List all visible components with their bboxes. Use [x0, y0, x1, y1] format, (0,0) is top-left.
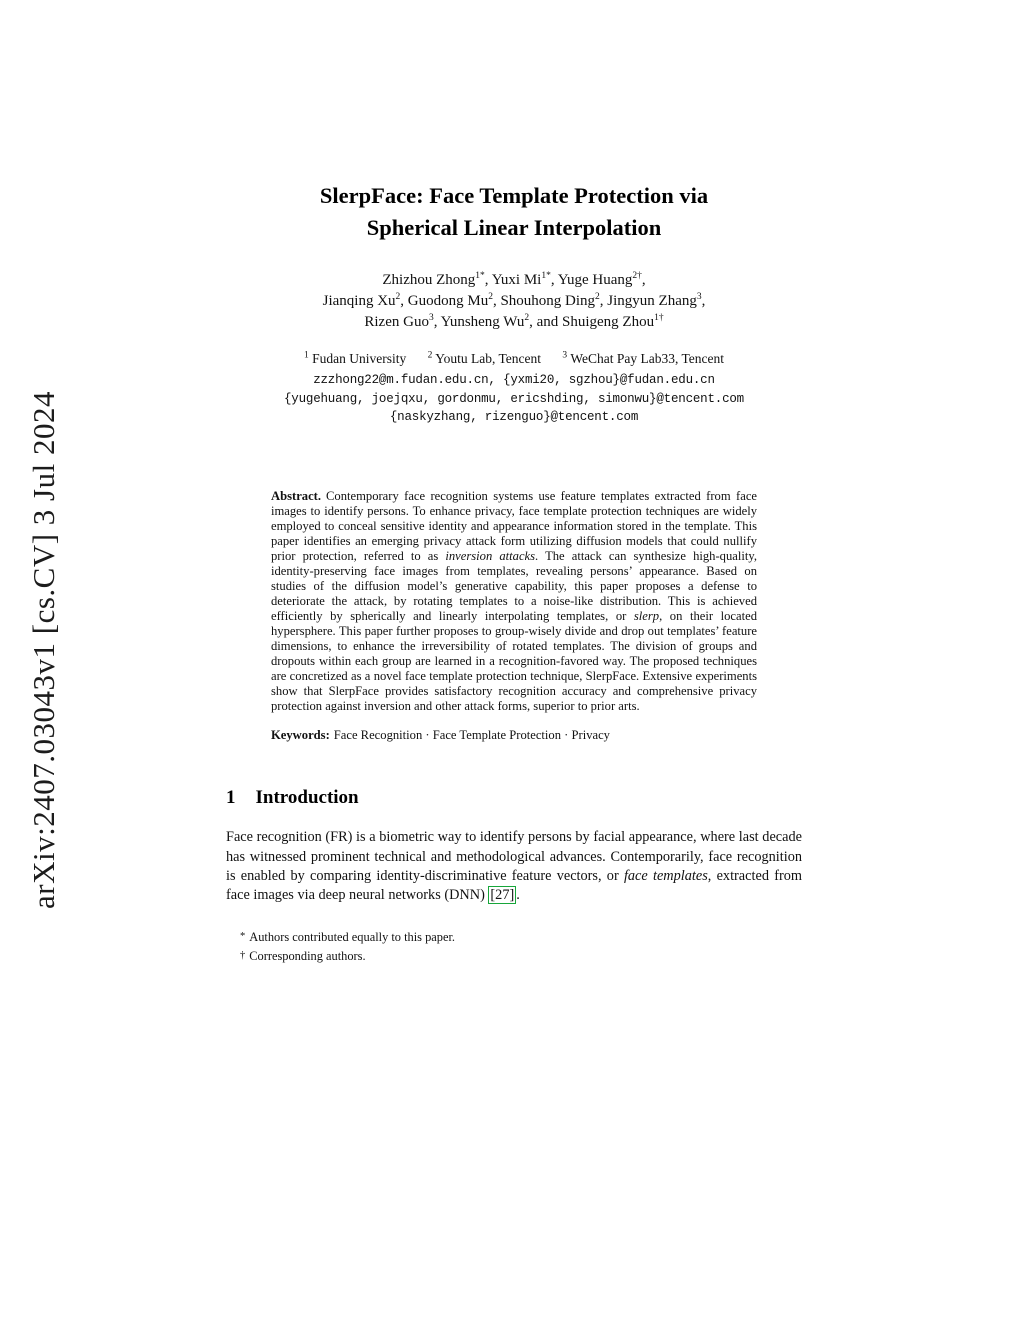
affiliation-fudan [304, 351, 406, 366]
abstract [271, 489, 757, 714]
author-name: , Yuge Huang [550, 271, 633, 288]
author-separator: , [641, 271, 646, 288]
title-line-2: Spherical Linear Interpolation [366, 214, 662, 240]
intro-text: , extracted from face images via deep neural networks (DNN) [226, 868, 802, 904]
section-number: 1 [226, 787, 236, 809]
author-line-3 [226, 312, 802, 333]
email-line-2: {yugehuang, joejqxu, gordonmu, ericshding, simonwu}@tencent.com [284, 391, 744, 406]
email-line-1: zzzhong22@m.fudan.edu.cn, {yxmi20, sgzhou}@fudan.edu.cn [313, 372, 715, 387]
title-line-1: SlerpFace: Face Template Protection via [319, 183, 709, 208]
author-name: Jianqing Xu [322, 293, 396, 310]
affiliation-marker: 2 [427, 350, 433, 361]
author-name: , Yunsheng Wu [433, 314, 525, 331]
affiliation-wechat [562, 351, 724, 366]
paper-content [226, 0, 802, 966]
abstract-label: Abstract. [271, 489, 322, 504]
author-name: Zhizhou Zhong [382, 271, 476, 288]
footnote-block [226, 928, 802, 966]
footnote-text: Corresponding authors. [249, 949, 366, 964]
abstract-term-inversion-attacks: inversion attacks [445, 548, 536, 563]
introduction-paragraph [226, 828, 802, 906]
author-separator: , [701, 293, 706, 310]
affiliation-marker: 1 [303, 350, 309, 361]
arxiv-identifier-vertical: arXiv:2407.03043v1 [cs.CV] 3 Jul 2024 [26, 391, 61, 909]
keywords-line [271, 727, 757, 743]
author-name: , Jingyun Zhang [599, 293, 697, 310]
author-line-2 [226, 291, 802, 312]
email-line-3: {naskyzhang, rizenguo}@tencent.com [389, 410, 639, 425]
author-affil-marker: 2 [524, 313, 530, 324]
author-affil-marker: 1* [541, 270, 551, 281]
author-name: , and Shuigeng Zhou [529, 314, 655, 331]
section-title: Introduction [255, 787, 359, 809]
abstract-text: Contemporary face recognition systems use feature templates extracted from face images to identify persons. To enhance privacy, face template protection techniques are widely employed to conceal sensitive identity and appearance information stored in the template. This paper identifies an emerging privacy attack form utilizing diffusion models that could nullify prior protection, referred to as [271, 489, 757, 563]
affiliation-youtu [428, 351, 541, 366]
author-block [226, 270, 802, 334]
author-affil-marker: 3 [428, 313, 434, 324]
keywords-text: Face Recognition · Face Template Protection · Privacy [333, 727, 610, 742]
abstract-term-slerp: slerp [633, 608, 660, 623]
author-affil-marker: 2 [395, 292, 401, 303]
paper-title [226, 180, 802, 244]
affiliation-name: Youtu Lab, Tencent [435, 350, 542, 366]
footnote-marker-dagger: † [240, 950, 246, 962]
footnote-corresponding-authors [226, 947, 802, 966]
author-affil-marker: 1* [475, 270, 485, 281]
citation-27[interactable]: [27] [490, 887, 515, 904]
email-block [226, 371, 802, 427]
affiliation-name: Fudan University [312, 350, 407, 366]
author-affil-marker: 3 [696, 292, 702, 303]
footnote-equal-contribution [226, 928, 802, 947]
author-line-1 [226, 270, 802, 291]
author-name: , Yuxi Mi [484, 271, 542, 288]
section-heading-introduction [226, 787, 802, 809]
intro-text: Face recognition (FR) is a biometric way to identify persons by facial appearance, where last decade has witnessed prominent technical and methodological advances. Contemporarily, face recognition is enabled by comparing identity-discriminative feature vectors, or [226, 829, 802, 885]
author-affil-marker: 2† [632, 270, 642, 281]
intro-term-face-templates: face templates [623, 868, 708, 885]
author-name: , Guodong Mu [400, 293, 489, 310]
abstract-text: , on their located hypersphere. This paper further proposes to group-wisely divide and drop out templates’ feature dimensions, to enhance the irreversibility of rotated templates. The division of groups and dropouts within each group are learned in a recognition-favored way. The proposed techniques are concretized as a novel face template protection technique, SlerpFace. Extensive experiments show that SlerpFace provides satisfactory recognition accuracy and comprehensive privacy protection against inversion and other attack forms, superior to prior arts. [271, 608, 757, 713]
author-affil-marker: 2 [595, 292, 600, 303]
affiliation-line [226, 351, 802, 367]
footnote-text: Authors contributed equally to this paper. [249, 929, 456, 944]
footnote-marker-asterisk: * [240, 930, 246, 942]
affiliation-name: WeChat Pay Lab33, Tencent [570, 350, 724, 366]
author-affil-marker: 2 [488, 292, 493, 303]
abstract-text: . The attack can synthesize high-quality, identity-preserving face images from templates, revealing persons’ appearance. Based on studies of the diffusion model’s generative capability, this paper proposes a defense to deteriorate the attack, by rotating templates to a noise-like distribution. This is achieved efficiently by spherically and linearly interpolating templates, or [271, 548, 757, 623]
author-name: Rizen Guo [364, 314, 429, 331]
author-affil-marker: 1† [654, 313, 664, 324]
keywords-label: Keywords: [271, 727, 330, 742]
intro-text: . [516, 887, 520, 904]
author-name: , Shouhong Ding [492, 293, 596, 310]
affiliation-marker: 3 [562, 350, 568, 361]
